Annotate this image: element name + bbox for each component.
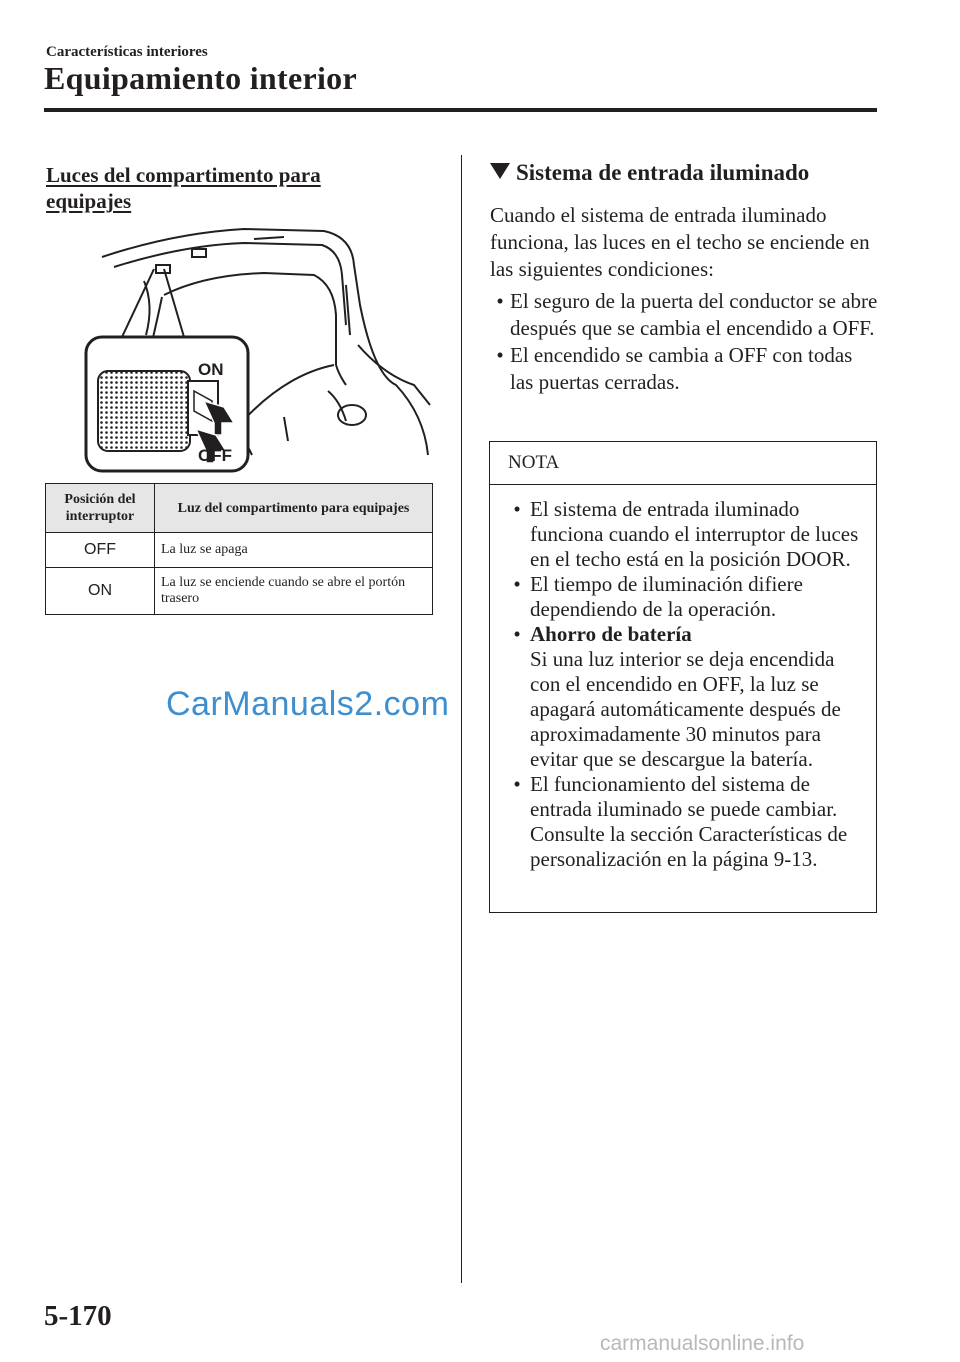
triangle-bullet-icon <box>490 163 510 179</box>
nota-box <box>489 441 877 913</box>
switch-position-table <box>45 483 433 615</box>
table-desc-on: La luz se enciende cuando se abre el portón trasero <box>155 568 433 615</box>
list-item: • El seguro de la puerta del conductor se abre después que se cambia el encendido a OFF. <box>496 289 878 340</box>
table-position-on: ON <box>88 581 112 599</box>
list-item: • El tiempo de iluminación difiere dependiendo de la operación. <box>513 572 803 621</box>
header-rule <box>44 108 877 112</box>
table-row <box>46 533 433 568</box>
table-header-light: Luz del compartimento para equipajes <box>155 484 433 533</box>
nota-item-title: Ahorro de batería <box>530 622 692 646</box>
tailgate-light-illustration <box>84 225 432 475</box>
illustration-on-label: ON <box>198 360 224 379</box>
list-item: • El funcionamiento del sistema de entrada iluminado se puede cambiar. Consulte la sección Características de personalización en la página 9-13. <box>513 772 848 871</box>
list-item: • El sistema de entrada iluminado funciona cuando el interruptor de luces en el techo está en la posición DOOR. <box>513 497 859 571</box>
table-position-off: OFF <box>84 540 116 558</box>
table-header-position: Posición del interruptor <box>46 484 155 533</box>
right-section-heading <box>490 160 809 186</box>
nota-title: NOTA <box>490 442 876 485</box>
site-watermark[interactable]: CarManuals2.com <box>166 685 450 723</box>
page-title: Equipamiento interior <box>44 60 357 96</box>
table-desc-off: La luz se apaga <box>155 533 433 568</box>
table-row <box>46 568 433 615</box>
intro-paragraph: Cuando el sistema de entrada iluminado funciona, las luces en el techo se enciende en las siguientes condiciones: <box>490 203 870 281</box>
column-divider <box>461 155 462 1283</box>
condition-list <box>490 288 880 396</box>
footer-watermark[interactable]: carmanualsonline.info <box>600 1332 805 1355</box>
header-section-label: Características interiores <box>46 44 208 60</box>
list-item: • El encendido se cambia a OFF con todas las puertas cerradas. <box>496 343 853 394</box>
list-item: • Ahorro de batería Si una luz interior se deja encendida con el encendido en OFF, la luz se apagará automáticamente después de aproximadamente 30 minutos para evitar que se descargue la batería. <box>513 622 841 771</box>
left-section-heading: Luces del compartimento para equipajes <box>46 163 321 213</box>
illustration-off-label: OFF <box>198 446 232 465</box>
right-heading-text: Sistema de entrada iluminado <box>516 160 810 185</box>
page-number: 5-170 <box>44 1300 112 1332</box>
